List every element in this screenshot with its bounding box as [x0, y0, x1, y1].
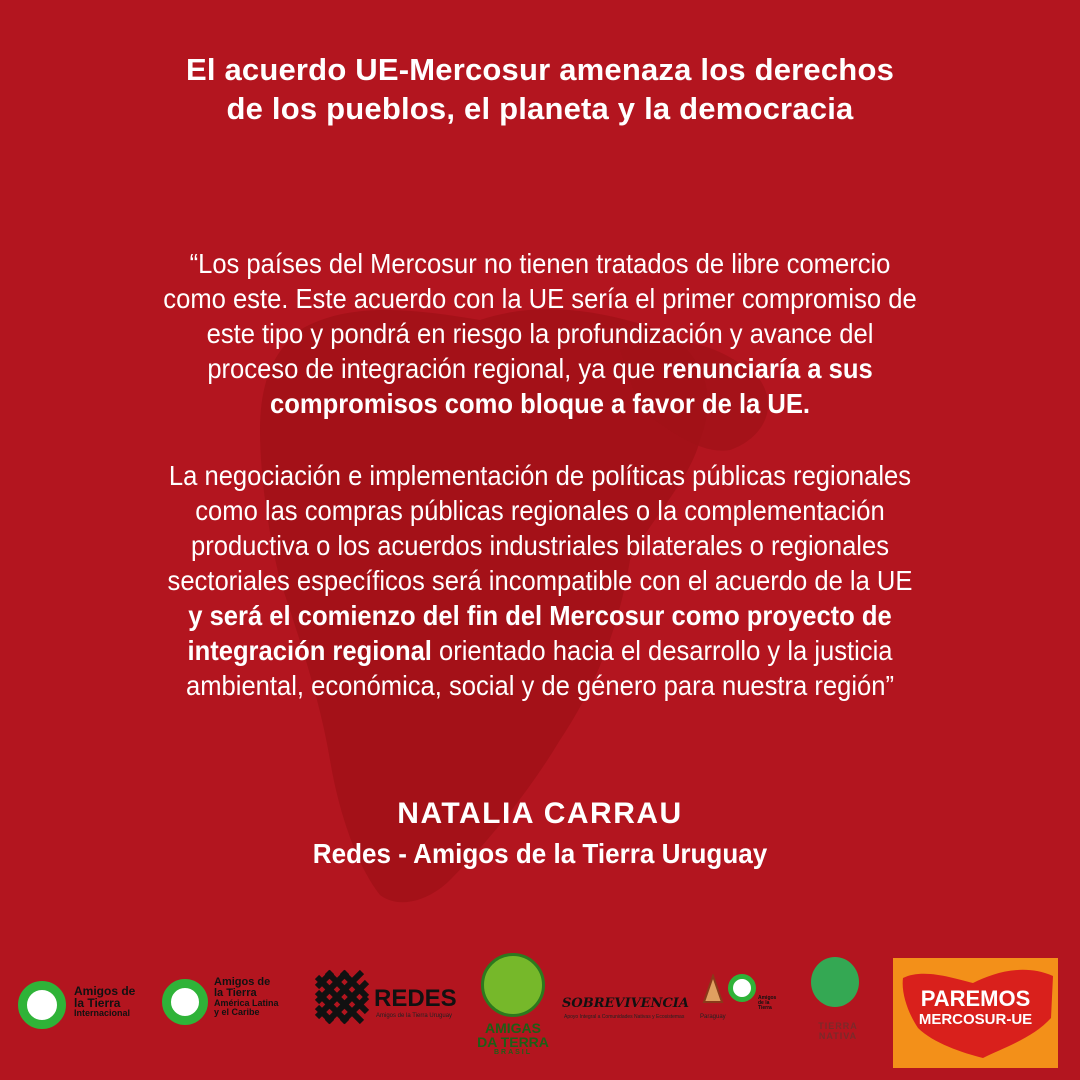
quote-line: sectoriales específicos será incompatible con el acuerdo de la UE	[167, 565, 913, 596]
logo-sobrevivencia	[562, 970, 787, 1040]
logo-amigos-tierra-internacional	[18, 975, 158, 1035]
paremos-background	[893, 958, 1058, 1068]
quote-line	[112, 351, 968, 386]
logo-amigos-tierra-alc	[162, 975, 297, 1035]
headline	[0, 50, 1080, 128]
paremos-subtitle: MERCOSUR-UE	[918, 1011, 1033, 1028]
sobrevivencia-subtitle: Apoyo Integral a Comunidades Nativas y Ecosistemas	[564, 1014, 685, 1020]
logo-text-line: NATIVA	[818, 1031, 858, 1041]
logo-paremos-mercosur-ue	[893, 958, 1058, 1071]
logo-text-line: Tierra	[758, 1005, 772, 1011]
redes-wordmark: REDES	[374, 985, 457, 1012]
logo-tierra-nativa	[805, 957, 871, 1057]
sail-icon	[700, 974, 726, 1004]
author-name: NATALIA CARRAU	[397, 797, 683, 830]
quote-line: productiva o los acuerdos industriales bilaterales o regionales	[190, 530, 890, 561]
headline-line-2: de los pueblos, el planeta y la democracia	[226, 91, 854, 126]
partner-logos-strip	[0, 945, 1080, 1065]
logo-text-line: BRASIL	[493, 1049, 533, 1056]
logo-text-line: TIERRA	[818, 1021, 858, 1031]
sobrevivencia-wordmark: SOBREVIVENCIA	[562, 996, 689, 1011]
sobrevivencia-country: Paraguay	[700, 1014, 726, 1020]
quote-emphasis: renunciaría a sus	[662, 353, 873, 384]
quote-line: “Los países del Mercosur no tienen tratados de libre comercio	[189, 248, 891, 279]
quote-line: como este. Este acuerdo con la UE sería el primer compromiso de	[163, 283, 917, 314]
logo-text-line: y el Caribe	[214, 1007, 260, 1017]
quote-line: este tipo y pondrá en riesgo la profundización y avance del	[206, 318, 874, 349]
quote-line	[112, 598, 968, 633]
logo-text-line: DA TERRA	[477, 1034, 549, 1050]
green-ring-icon	[162, 979, 208, 1025]
logo-text-line: Internacional	[74, 1008, 131, 1018]
logo-text-line: Amigos de	[214, 976, 271, 988]
logo-text-line: AMIGAS	[485, 1020, 541, 1036]
green-ring-icon	[18, 981, 66, 1029]
quote-emphasis: y será el comienzo del fin del Mercosur como proyecto de	[188, 600, 892, 631]
logo-text-line: de la	[758, 1000, 770, 1006]
quote-text: proceso de integración regional, ya que	[207, 353, 663, 384]
quote-line: como las compras públicas regionales o la complementación	[195, 495, 885, 526]
logo-text-line: la Tierra	[214, 987, 257, 999]
logo-text-line: Amigos de	[74, 984, 136, 998]
quote-line: La negociación e implementación de políticas públicas regionales	[168, 460, 912, 491]
leaf-icon	[811, 957, 859, 1007]
quote-line	[112, 386, 968, 421]
logo-text-line: América Latina	[214, 998, 279, 1008]
redes-subtitle: Amigos de la Tierra Uruguay	[376, 1013, 453, 1019]
logo-text-line: la Tierra	[74, 996, 121, 1010]
quote-paragraph-2	[112, 458, 968, 703]
raised-fist-icon	[481, 953, 545, 1017]
quote-emphasis: integración regional	[187, 635, 432, 666]
quote-line	[112, 633, 968, 668]
paremos-title: PAREMOS	[920, 986, 1031, 1011]
redes-weave-icon	[312, 967, 372, 1027]
quote-paragraph-1	[112, 246, 968, 421]
author-organization: Redes - Amigos de la Tierra Uruguay	[312, 838, 768, 869]
logo-text-line: Amigos	[758, 995, 777, 1001]
quote-text: orientado hacia el desarrollo y la justicia	[431, 635, 893, 666]
quote-line: ambiental, económica, social y de género para nuestra región”	[186, 670, 894, 701]
green-ring-icon	[728, 974, 756, 1002]
headline-line-1: El acuerdo UE-Mercosur amenaza los derechos	[185, 52, 895, 87]
logo-amigas-da-terra	[473, 953, 553, 1063]
logo-redes	[312, 965, 462, 1035]
quote-emphasis: compromisos como bloque a favor de la UE.	[269, 388, 811, 419]
